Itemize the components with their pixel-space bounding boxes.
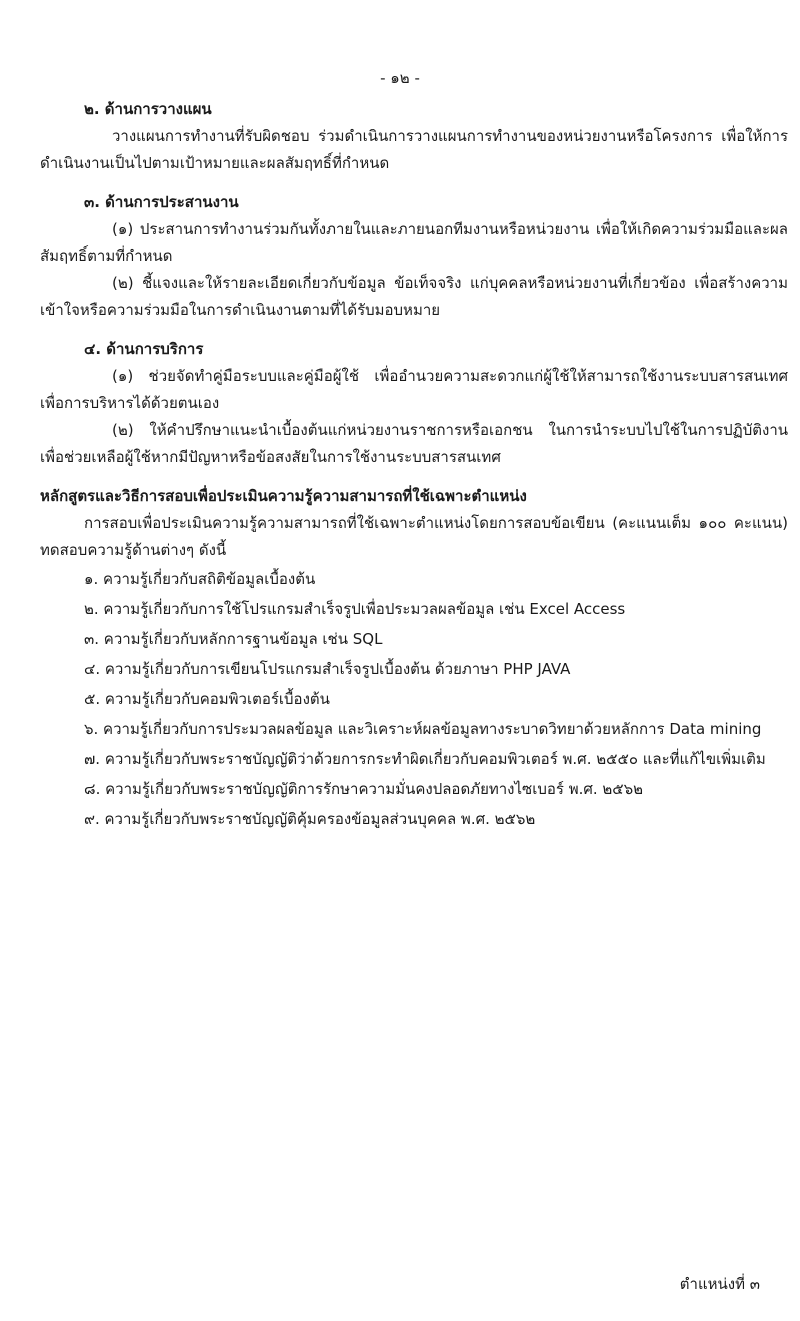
topic-item: ๘. ความรู้เกี่ยวกับพระราชบัญญัติการรักษาความมั่นคงปลอดภัยทางไซเบอร์ พ.ศ. ๒๕๖๒ <box>84 780 644 798</box>
section-paragraph: วางแผนการทำงานที่รับผิดชอบ ร่วมดำเนินการวางแผนการทำงานของหน่วยงานหรือโครงการ เพื่อให้การดำเนินงานเป็นไปตามเป้าหมายและผลสัมฤทธิ์ที่กำหนด <box>40 127 788 172</box>
section-paragraph: (๑) ประสานการทำงานร่วมกันทั้งภายในและภายนอกทีมงานหรือหน่วยงาน เพื่อให้เกิดความร่วมมือและผลสัมฤทธิ์ตามที่กำหนด <box>40 220 788 265</box>
document-body <box>40 96 788 834</box>
topic-item: ๙. ความรู้เกี่ยวกับพระราชบัญญัติคุ้มครองข้อมูลส่วนบุคคล พ.ศ. ๒๕๖๒ <box>84 810 536 828</box>
section-paragraph: (๑) ช่วยจัดทำคู่มือระบบและคู่มือผู้ใช้ เพื่ออำนวยความสะดวกแก่ผู้ใช้ให้สามารถใช้งานระบบสารสนเทศเพื่อการบริหารได้ด้วยตนเอง <box>40 367 788 412</box>
curriculum-intro: การสอบเพื่อประเมินความรู้ความสามารถที่ใช้เฉพาะตำแหน่งโดยการสอบข้อเขียน (คะแนนเต็ม ๑๐๐ คะแนน) ทดสอบความรู้ด้านต่างๆ ดังนี้ <box>40 514 788 559</box>
topic-item: ๗. ความรู้เกี่ยวกับพระราชบัญญัติว่าด้วยการกระทำผิดเกี่ยวกับคอมพิวเตอร์ พ.ศ. ๒๕๕๐ และที่แก้ไขเพิ่มเติม <box>84 750 766 768</box>
topic-item: ๓. ความรู้เกี่ยวกับหลักการฐานข้อมูล เช่น SQL <box>84 630 383 648</box>
section-coordination <box>40 189 788 324</box>
section-heading: ๓. ด้านการประสานงาน <box>84 193 239 211</box>
section-heading: ๒. ด้านการวางแผน <box>84 100 212 118</box>
section-service <box>40 336 788 471</box>
topic-item: ๒. ความรู้เกี่ยวกับการใช้โปรแกรมสำเร็จรูปเพื่อประมวลผลข้อมูล เช่น Excel Access <box>84 600 626 618</box>
curriculum-heading: หลักสูตรและวิธีการสอบเพื่อประเมินความรู้ความสามารถที่ใช้เฉพาะตำแหน่ง <box>40 487 527 505</box>
section-paragraph: (๒) ให้คำปรึกษาแนะนำเบื้องต้นแก่หน่วยงานราชการหรือเอกชน ในการนำระบบไปใช้ในการปฏิบัติงาน เพื่อช่วยเหลือผู้ใช้หากมีปัญหาหรือข้อสงสัยในการใช้งานระบบสารสนเทศ <box>40 421 788 466</box>
section-heading: ๔. ด้านการบริการ <box>84 340 204 358</box>
section-planning <box>40 96 788 177</box>
topic-item: ๑. ความรู้เกี่ยวกับสถิติข้อมูลเบื้องต้น <box>84 570 316 588</box>
topic-list <box>40 564 788 834</box>
section-paragraph: (๒) ชี้แจงและให้รายละเอียดเกี่ยวกับข้อมูล ข้อเท็จจริง แก่บุคคลหรือหน่วยงานที่เกี่ยวข้อง เพื่อสร้างความเข้าใจหรือความร่วมมือในการดำเนินงานตามที่ได้รับมอบหมาย <box>40 274 788 319</box>
topic-item: ๕. ความรู้เกี่ยวกับคอมพิวเตอร์เบื้องต้น <box>84 690 330 708</box>
page-number: - ๑๒ - <box>380 69 420 87</box>
topic-item: ๖. ความรู้เกี่ยวกับการประมวลผลข้อมูล และวิเคราะห์ผลข้อมูลทางระบาดวิทยาด้วยหลักการ Data mining <box>84 720 762 738</box>
position-footer: ตำแหน่งที่ ๓ <box>679 1275 760 1293</box>
topic-item: ๔. ความรู้เกี่ยวกับการเขียนโปรแกรมสำเร็จรูปเบื้องต้น ด้วยภาษา PHP JAVA <box>84 660 571 678</box>
